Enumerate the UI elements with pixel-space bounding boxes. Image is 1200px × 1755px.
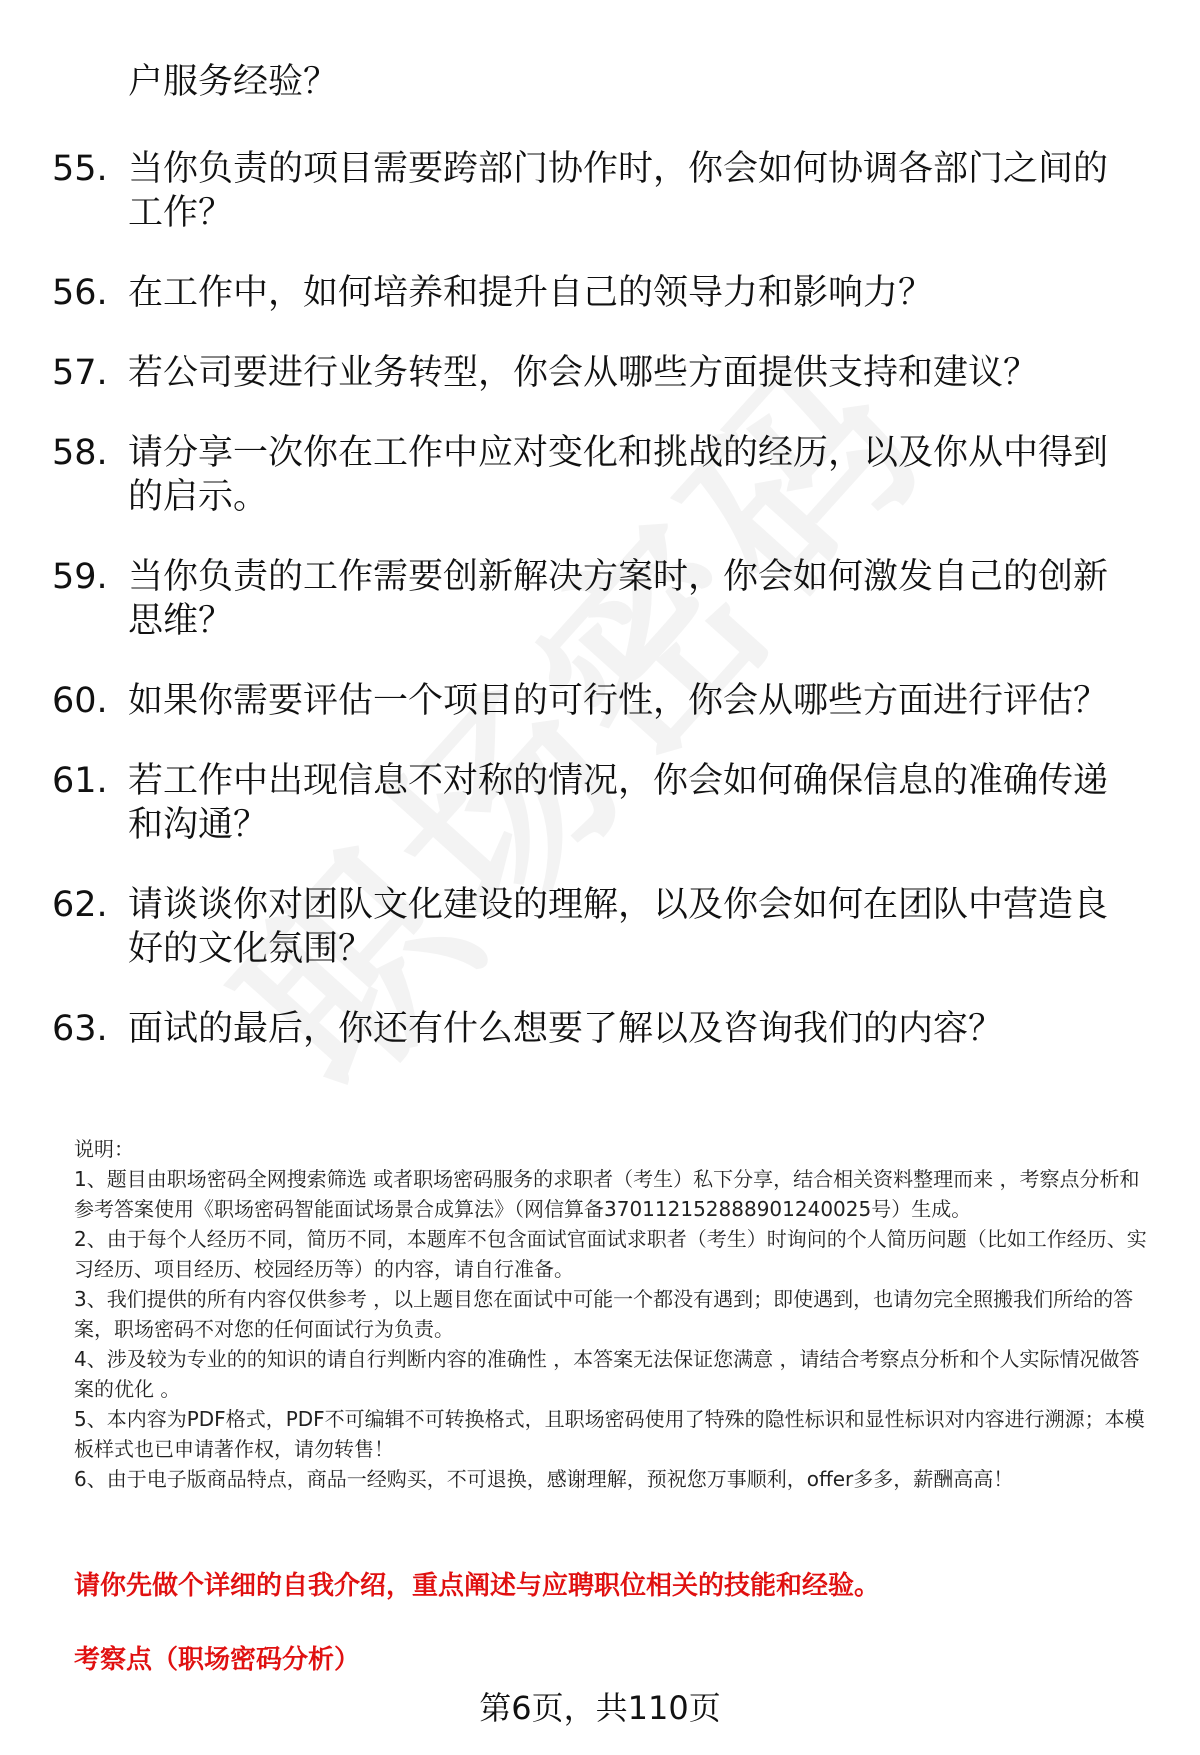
notes-title: 说明： <box>74 1137 134 1161</box>
question-continuation: 户服务经验？ <box>128 62 339 102</box>
question-list <box>52 147 1142 1087</box>
question-number: 60. <box>52 681 108 721</box>
question-text: 若公司要进行业务转型，你会从哪些方面提供支持和建议？ <box>128 353 1039 393</box>
question-number: 61. <box>52 761 108 801</box>
question-text: 面试的最后，你还有什么想要了解以及咨询我们的内容？ <box>128 1009 1004 1049</box>
list-item <box>52 431 1142 519</box>
featured-question: 请你先做个详细的自我介绍，重点阐述与应聘职位相关的技能和经验。 <box>74 1571 881 1601</box>
note-item: 3、我们提供的所有内容仅供参考 ，以上题目您在面试中可能一个都没有遇到；即使遇到，也请勿完全照搬我们所给的答案，职场密码不对您的任何面试行为负责。 <box>74 1287 1134 1341</box>
question-number: 58. <box>52 433 108 473</box>
question-text: 请谈谈你对团队文化建设的理解，以及你会如何在团队中营造良好的文化氛围？ <box>128 885 1109 969</box>
question-number: 59. <box>52 557 108 597</box>
note-item: 6、由于电子版商品特点，商品一经购买，不可退换，感谢理解，预祝您万事顺利，offer多多，薪酬高高！ <box>74 1467 1014 1491</box>
page-number: 第6页，共110页 <box>479 1689 721 1727</box>
question-number: 56. <box>52 273 108 313</box>
notes-section <box>74 1134 1156 1494</box>
list-item <box>52 555 1142 643</box>
list-item <box>52 1007 1142 1051</box>
list-item <box>52 271 1142 315</box>
question-number: 63. <box>52 1009 108 1049</box>
note-item: 1、题目由职场密码全网搜索筛选 或者职场密码服务的求职者（考生）私下分享，结合相关资料整理而来 ，考察点分析和参考答案使用《职场密码智能面试场景合成算法》（网信算备370112152888901240025号）生成。 <box>74 1167 1140 1221</box>
list-item <box>52 351 1142 395</box>
question-number: 55. <box>52 149 108 189</box>
list-item <box>52 147 1142 235</box>
question-text: 如果你需要评估一个项目的可行性，你会从哪些方面进行评估？ <box>128 681 1109 721</box>
list-item <box>52 883 1142 971</box>
analysis-heading: 考察点（职场密码分析） <box>74 1645 361 1675</box>
question-text: 在工作中，如何培养和提升自己的领导力和影响力？ <box>128 273 934 313</box>
question-number: 62. <box>52 885 108 925</box>
question-text: 请分享一次你在工作中应对变化和挑战的经历，以及你从中得到的启示。 <box>128 433 1109 517</box>
note-item: 2、由于每个人经历不同，简历不同，本题库不包含面试官面试求职者（考生）时询问的个人简历问题（比如工作经历、实习经历、项目经历、校园经历等）的内容，请自行准备。 <box>74 1227 1147 1281</box>
note-item: 5、本内容为PDF格式，PDF不可编辑不可转换格式，且职场密码使用了特殊的隐性标识和显性标识对内容进行溯源；本模板样式也已申请著作权，请勿转售！ <box>74 1407 1145 1461</box>
list-item <box>52 679 1142 723</box>
question-number: 57. <box>52 353 108 393</box>
list-item <box>52 759 1142 847</box>
question-text: 当你负责的工作需要创新解决方案时，你会如何激发自己的创新思维？ <box>128 557 1109 641</box>
question-text: 当你负责的项目需要跨部门协作时，你会如何协调各部门之间的工作？ <box>128 149 1109 233</box>
question-text: 若工作中出现信息不对称的情况，你会如何确保信息的准确传递和沟通？ <box>128 761 1109 845</box>
note-item: 4、涉及较为专业的的知识的请自行判断内容的准确性 ，本答案无法保证您满意 ，请结合考察点分析和个人实际情况做答案的优化 。 <box>74 1347 1140 1401</box>
